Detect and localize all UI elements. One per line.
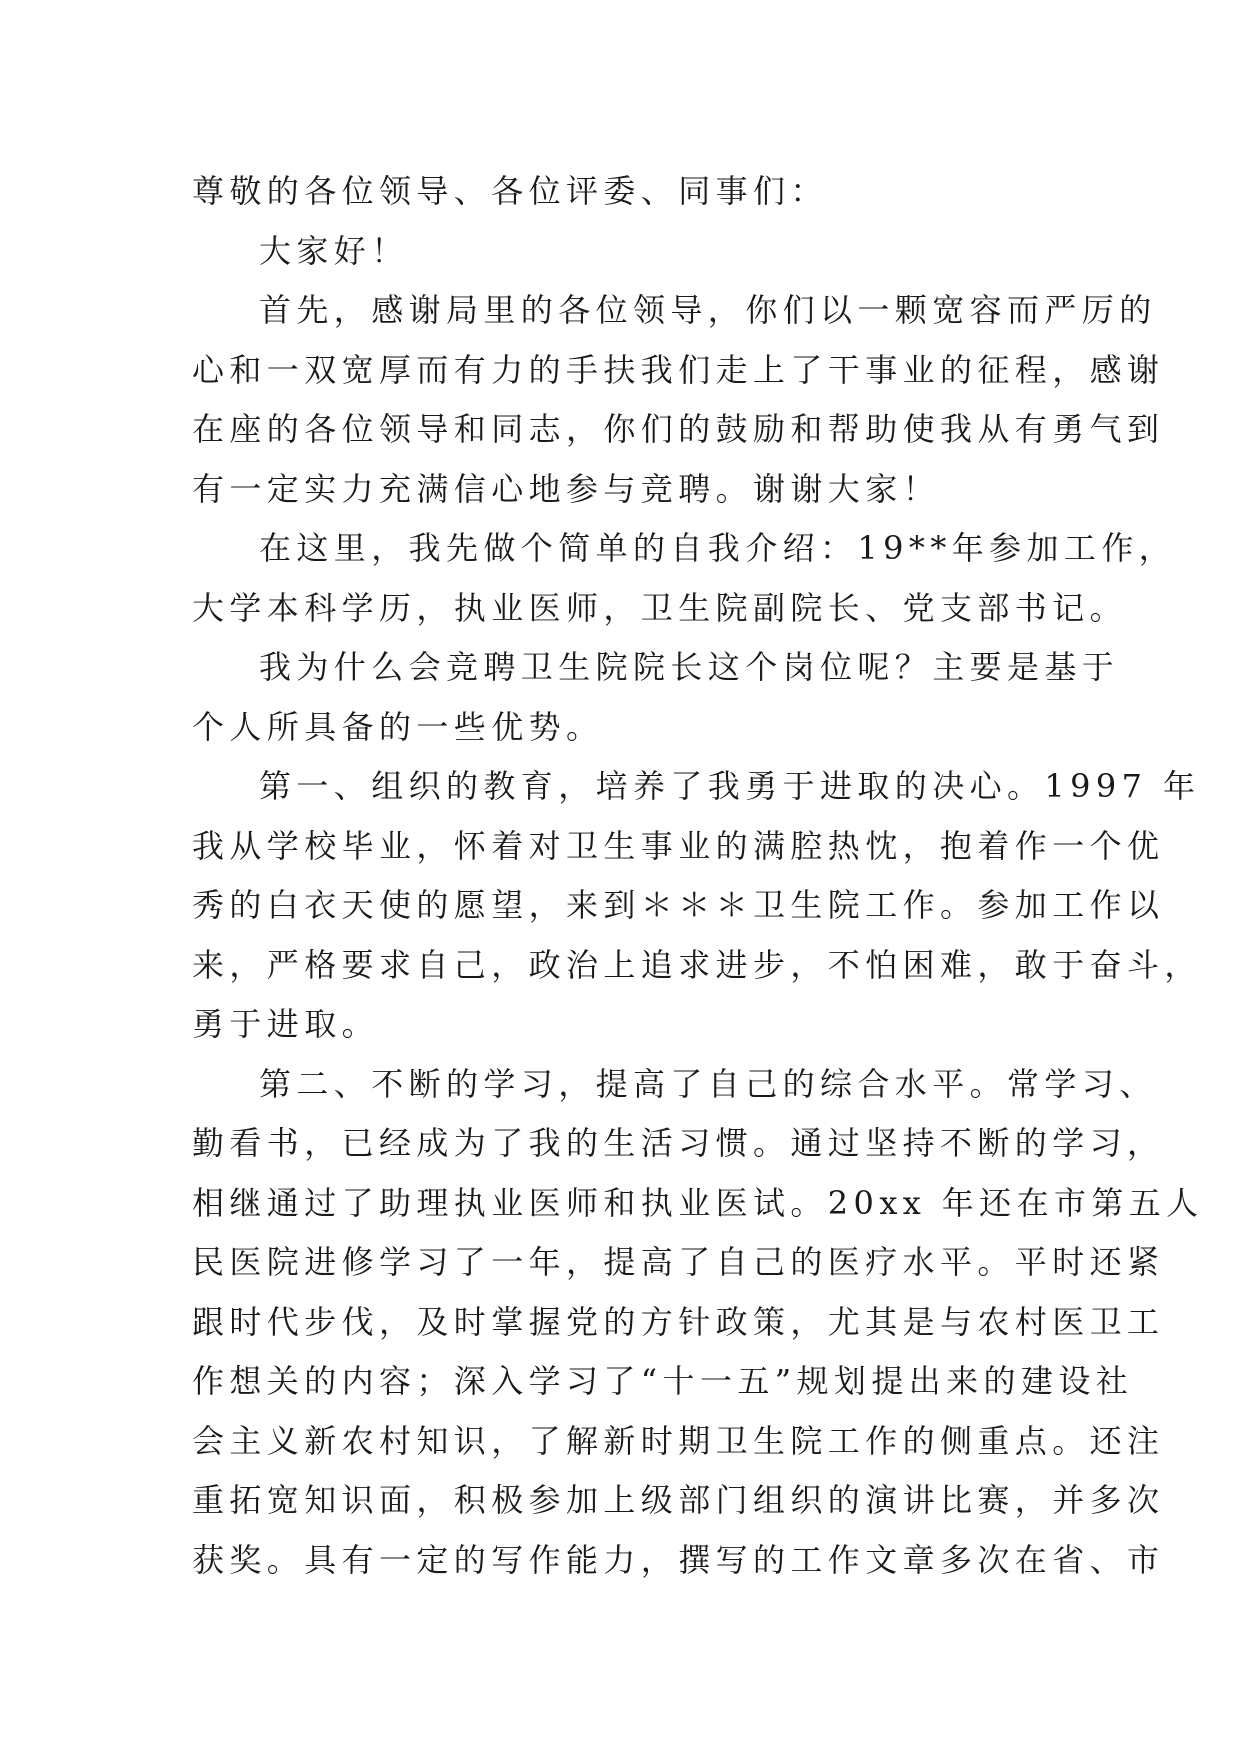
text-line: 作想关的内容；深入学习了“十一五”规划提出来的建设社 — [192, 1362, 1134, 1400]
text-line: 勤看书，已经成为了我的生活习惯。通过坚持不断的学习， — [192, 1124, 1165, 1162]
text-line: 民医院进修学习了一年，提高了自己的医疗水平。平时还紧 — [192, 1243, 1165, 1281]
text-line: 相继通过了助理执业医师和执业医试。20xx 年还在市第五人 — [192, 1183, 1204, 1222]
text-line: 跟时代步伐，及时掌握党的方针政策，尤其是与农村医卫工 — [192, 1302, 1165, 1341]
text-line: 秀的白衣天使的愿望，来到＊＊＊卫生院工作。参加工作以 — [192, 886, 1165, 924]
text-line: 大学本科学历，执业医师，卫生院副院长、党支部书记。 — [192, 588, 1128, 627]
text-line: 首先，感谢局里的各位领导，你们以一颗宽容而严厉的 — [259, 291, 1157, 329]
text-line: 来，严格要求自己，政治上追求进步，不怕困难，敢于奋斗， — [192, 945, 1202, 984]
text-line: 在座的各位领导和同志，你们的鼓励和帮助使我从有勇气到 — [192, 410, 1165, 448]
text-line: 在这里，我先做个简单的自我介绍：19**年参加工作， — [259, 529, 1177, 567]
text-line: 心和一双宽厚而有力的手扶我们走上了干事业的征程，感谢 — [192, 350, 1165, 389]
text-line: 我从学校毕业，怀着对卫生事业的满腔热忱，抱着作一个优 — [192, 826, 1165, 865]
text-line: 获奖。具有一定的写作能力，撰写的工作文章多次在省、市 — [192, 1540, 1165, 1579]
document-body — [192, 162, 1204, 1590]
text-line: 我为什么会竞聘卫生院院长这个岗位呢？主要是基于 — [259, 648, 1120, 686]
text-line: 会主义新农村知识，了解新时期卫生院工作的侧重点。还注 — [192, 1421, 1165, 1460]
text-line: 个人所具备的一些优势。 — [192, 707, 604, 746]
text-line: 勇于进取。 — [192, 1005, 380, 1043]
text-line: 大家好！ — [259, 231, 409, 270]
text-line: 尊敬的各位领导、各位评委、同事们： — [192, 172, 828, 210]
text-line: 第二、不断的学习，提高了自己的综合水平。常学习、 — [259, 1064, 1157, 1103]
text-line: 有一定实力充满信心地参与竞聘。谢谢大家！ — [192, 469, 941, 508]
text-line: 重拓宽知识面，积极参加上级部门组织的演讲比赛，并多次 — [192, 1481, 1165, 1519]
text-line: 第一、组织的教育，培养了我勇于进取的决心。1997 年 — [259, 767, 1201, 805]
